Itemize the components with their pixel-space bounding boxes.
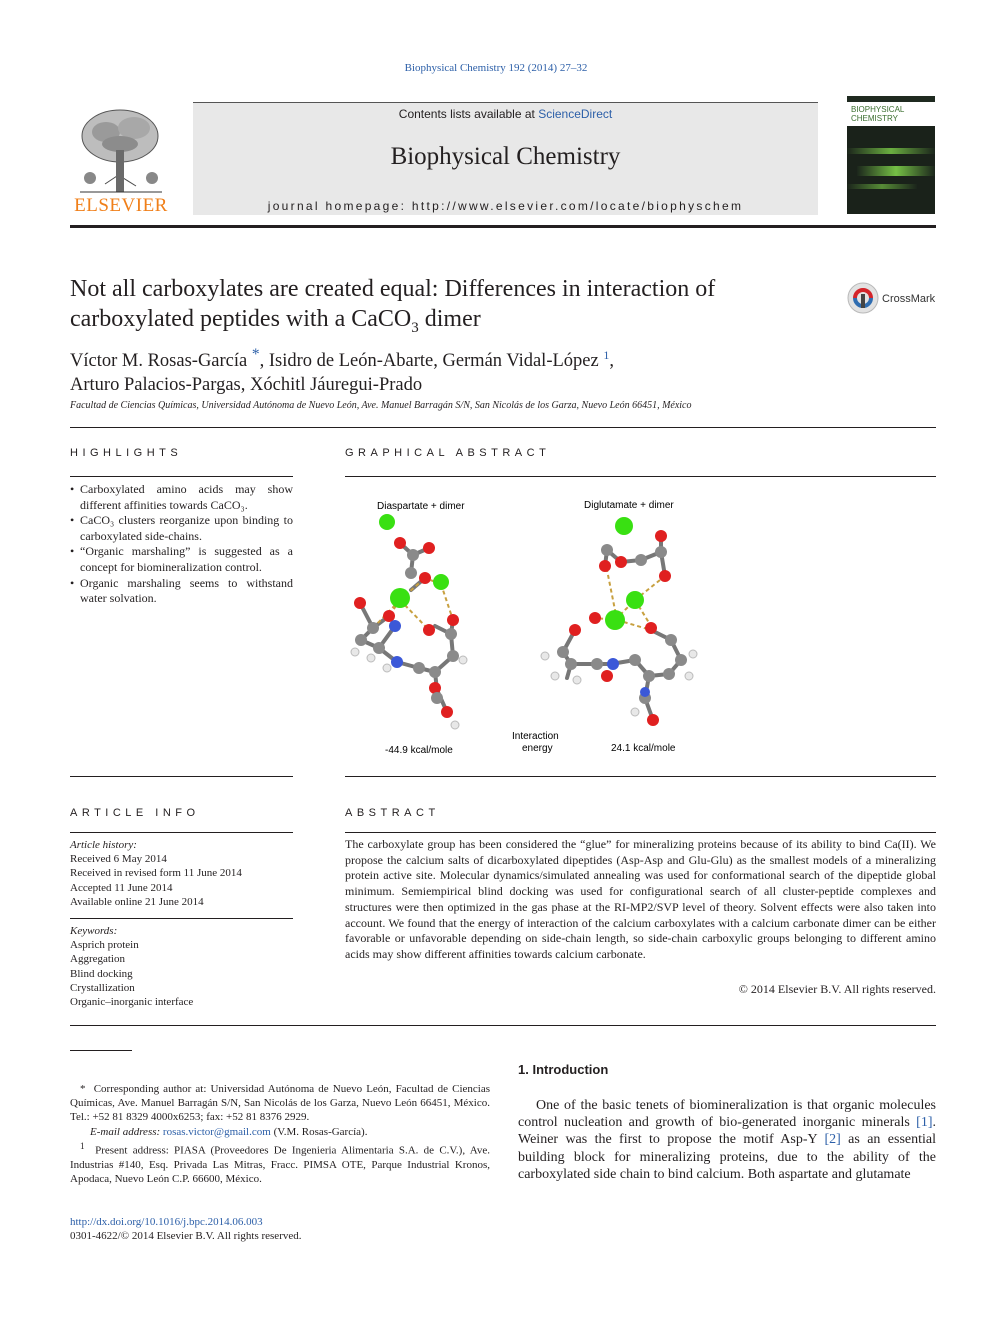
keyword: Crystallization xyxy=(70,981,135,994)
title-text: Not all carboxylates are created equal: Differences in interaction of carboxylated peptides with a CaCO xyxy=(70,276,716,332)
corr-text: Corresponding author at: Universidad Autónoma de Nuevo León, Facultad de Ciencias Químicas, Ave. Manuel Barragán S/N, San Nicolás de los Garza, Nuevo León 66451, México. Tel.: +52 81 8329 4000x6253; fax: +52 81 8376 2929. xyxy=(70,1083,490,1124)
abstract-heading: ABSTRACT xyxy=(345,807,440,819)
article-info-heading: ARTICLE INFO xyxy=(70,807,200,819)
cover-title: BIOPHYSICAL CHEMISTRY xyxy=(847,102,935,126)
abstract-copyright: © 2014 Elsevier B.V. All rights reserved. xyxy=(738,982,936,996)
highlight-item: • CaCO₃ clusters reorganize upon binding to carboxylated side-chains. xyxy=(70,513,293,544)
calcium-atoms-right xyxy=(605,517,644,630)
journal-homepage[interactable]: journal homepage: http://www.elsevier.com/locate/biophyschem xyxy=(267,199,744,213)
sciencedirect-link[interactable]: ScienceDirect xyxy=(538,107,613,121)
doi-block xyxy=(70,1215,490,1244)
email-label: E-mail address: xyxy=(90,1125,161,1138)
energy-label: energy xyxy=(522,743,553,754)
graphical-abstract-figure xyxy=(345,480,936,767)
present-address-footnote xyxy=(70,1139,490,1186)
article-info-rule xyxy=(70,832,293,833)
highlights-heading: HIGHLIGHTS xyxy=(70,447,183,459)
footnotes xyxy=(70,1082,490,1186)
diglutamate-molecule xyxy=(541,517,697,726)
history-label: Article history: xyxy=(70,839,137,851)
contents-line xyxy=(193,107,818,121)
history-line: Available online 21 June 2014 xyxy=(70,895,204,908)
author-1: Víctor M. Rosas-García xyxy=(70,351,248,372)
history-line: Received in revised form 11 June 2014 xyxy=(70,867,242,880)
right-structure-label: Diglutamate + dimer xyxy=(584,500,674,511)
journal-reference[interactable]: Biophysical Chemistry 192 (2014) 27–32 xyxy=(404,62,588,74)
history-line: Received 6 May 2014 xyxy=(70,853,167,866)
article-title xyxy=(70,274,810,343)
intro-text-c: as an essential building block for mineralizing proteins, due to the ability of the carboxylated side chain to bind calcium. Both aspartate and glutamate xyxy=(518,1132,936,1182)
section-rule xyxy=(70,776,293,777)
highlights-rule xyxy=(70,476,293,477)
author-sep: , xyxy=(609,351,614,372)
introduction-text xyxy=(518,1097,936,1183)
highlight-item: • “Organic marshaling” is suggested as a concept for biomineralization control. xyxy=(70,544,293,575)
journal-cover-image xyxy=(847,96,935,214)
title-text-end: dimer xyxy=(418,306,481,332)
author-2-3: , Isidro de León-Abarte, Germán Vidal-López xyxy=(259,351,599,372)
section-rule xyxy=(70,1025,936,1026)
diaspartate-molecule xyxy=(351,514,467,729)
right-energy-label: 24.1 kcal/mole xyxy=(611,743,676,754)
keywords xyxy=(70,924,293,1009)
interaction-label: Interaction xyxy=(512,731,559,742)
graphical-abstract-rule xyxy=(345,476,936,477)
corresponding-footnote xyxy=(70,1082,490,1125)
left-structure-label: Diaspartate + dimer xyxy=(377,501,465,512)
author-list xyxy=(70,343,830,397)
highlight-item: • Carboxylated amino acids may show different affinities towards CaCO₃. xyxy=(70,482,293,513)
keywords-rule xyxy=(70,918,293,919)
section-rule xyxy=(70,427,936,428)
email-name: (V.M. Rosas-García). xyxy=(273,1125,368,1138)
title-subscript: 3 xyxy=(411,319,419,336)
keyword: Blind docking xyxy=(70,967,133,980)
article-history xyxy=(70,838,293,909)
crossmark-badge[interactable] xyxy=(847,280,937,316)
footnote-rule xyxy=(70,1050,132,1051)
left-energy-label: -44.9 kcal/mole xyxy=(385,745,453,756)
email-footnote xyxy=(70,1125,490,1139)
journal-name: Biophysical Chemistry xyxy=(390,143,621,170)
intro-text-a: One of the basic tenets of biomineralization is that organic molecules control nucleation and growth of bio-generated inorganic minerals xyxy=(518,1098,936,1131)
corresponding-mark[interactable]: * xyxy=(251,346,260,363)
author-4-5: Arturo Palacios-Pargas, Xóchitl Jáuregui-Prado xyxy=(70,375,423,396)
affiliation: Facultad de Ciencias Químicas, Universidad Autónoma de Nuevo León, Ave. Manuel Barragán S/N, San Nicolás de los Garza, Nuevo León 66451, México xyxy=(70,400,692,411)
crossmark-label: CrossMark xyxy=(882,293,936,305)
keywords-label: Keywords: xyxy=(70,925,118,937)
keyword: Organic–inorganic interface xyxy=(70,996,194,1009)
keyword: Aggregation xyxy=(70,953,125,966)
doi-link[interactable]: http://dx.doi.org/10.1016/j.bpc.2014.06.003 xyxy=(70,1216,263,1228)
present-mark: 1 xyxy=(80,1140,85,1151)
present-text: Present address: PIASA (Proveedores De Ingenieria Alimentaria S.A. de C.V.), Ave. Industrias #140, Esq. Privada Las Mitras, Fracc. PIMSA OTE, Parque Industrial Kronos, Apodaca, Nuevo León C.P. 66600, México. xyxy=(70,1144,490,1185)
email-link[interactable]: rosas.victor@gmail.com xyxy=(162,1125,271,1138)
intro-text-b: . Weiner was the first to propose the motif Asp-Y xyxy=(518,1115,936,1148)
graphical-abstract-heading: GRAPHICAL ABSTRACT xyxy=(345,447,551,459)
keyword: Asprich protein xyxy=(70,939,139,952)
present-address-mark[interactable]: 1 xyxy=(603,348,610,362)
corr-mark: * xyxy=(80,1083,86,1095)
header-rule xyxy=(70,225,936,228)
reference-link[interactable]: [2] xyxy=(824,1132,841,1148)
journal-banner xyxy=(193,102,818,215)
highlights-list xyxy=(70,482,293,607)
contents-prefix: Contents lists available at xyxy=(398,107,539,121)
highlight-item: • Organic marshaling seems to withstand water solvation. xyxy=(70,576,293,607)
abstract-text: The carboxylate group has been considered the “glue” for mineralizing proteins because of its ability to bind Ca(II). We propose the calcium salts of dicarboxylated dipeptides (Asp-Asp and Glu-Glu) as the smallest models of a mineralizing protein active site. Molecular dynamics/simulated annealing was used for conformational search of the dipeptide global minimum. Semiempirical blind docking was used for configurational search of all cluster-peptide complexes and structures were then optimized in the gas phase at the RI-MP2/SVP level of theory. Solvent effects were also taken into account. We found that the energy of interaction of the calcium carboxylates with a calcium carbonate dimer can be either favorable or unfavorable depending on side-chain length, so side-chain carboxylic groups belonging to different amino acids may show different affinities towards calcium carbonate. xyxy=(345,837,936,961)
reference-link[interactable]: [1] xyxy=(916,1115,933,1131)
issn-line: 0301-4622/© 2014 Elsevier B.V. All rights reserved. xyxy=(70,1230,302,1243)
abstract-rule xyxy=(345,832,936,833)
history-line: Accepted 11 June 2014 xyxy=(70,881,173,894)
section-rule xyxy=(345,776,936,777)
elsevier-wordmark: ELSEVIER xyxy=(74,195,168,216)
introduction-heading: 1. Introduction xyxy=(518,1062,609,1077)
